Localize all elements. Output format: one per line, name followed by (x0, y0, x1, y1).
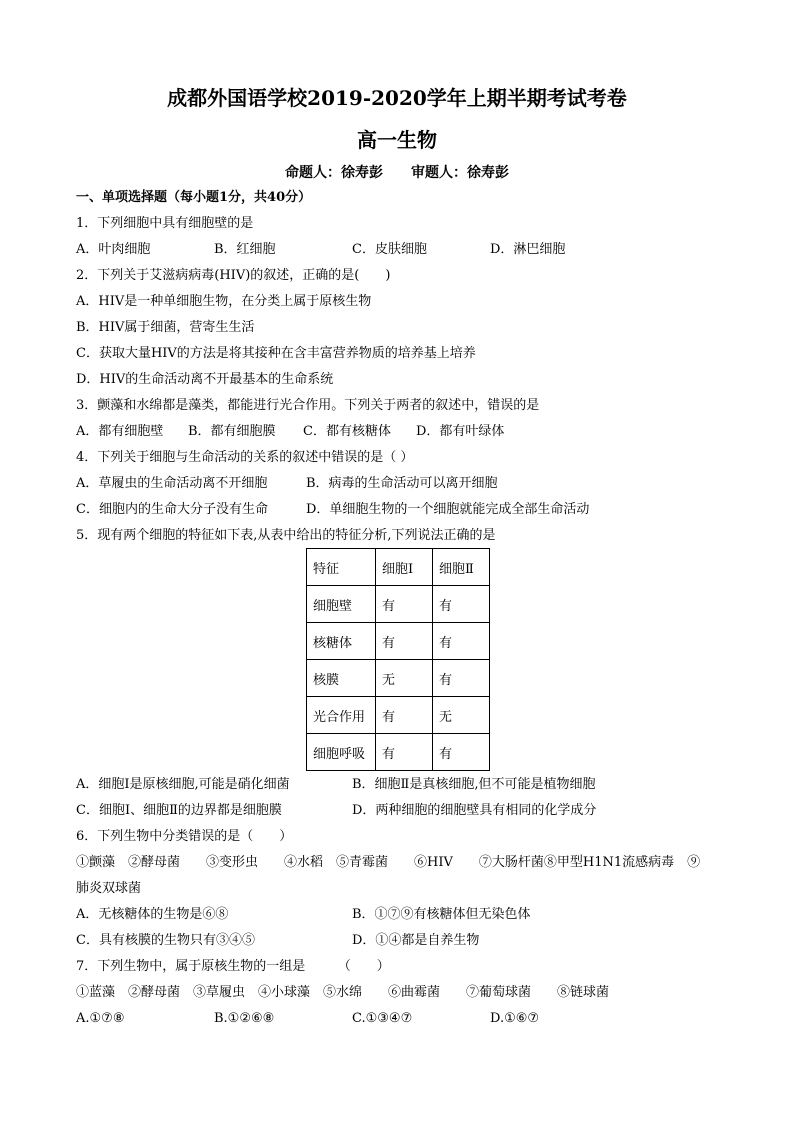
q5-option-d: D．两种细胞的细胞壁具有相同的化学成分 (352, 803, 597, 818)
q4-option-c: C．细胞内的生命大分子没有生命 (76, 502, 268, 517)
q6-organism-list-line-2: 肺炎双球菌 (76, 881, 142, 896)
table-cell: 有 (376, 697, 433, 734)
table-cell: 细胞呼吸 (307, 734, 376, 771)
cell-features-table (306, 548, 490, 771)
section-heading: 一、单项选择题（每小题1分，共40分） (76, 190, 312, 205)
q3-option-b: B．都有细胞膜 (188, 424, 276, 439)
q6-option-d: D．①④都是自养生物 (352, 933, 480, 948)
q2-option-a: A．HIV是一种单细胞生物，在分类上属于原核生物 (76, 294, 372, 309)
table-header-row (307, 549, 490, 586)
table-cell: 光合作用 (307, 697, 376, 734)
q7-option-c: C.①③④⑦ (352, 1011, 413, 1026)
q7-option-b: B.①②⑥⑧ (214, 1011, 275, 1026)
table-cell: 有 (376, 734, 433, 771)
authors-line: 命题人：徐寿彭 审题人：徐寿彭 (285, 165, 509, 181)
q2-option-d: D．HIV的生命活动离不开最基本的生命系统 (76, 372, 334, 387)
table-cell: 细胞壁 (307, 586, 376, 623)
q1-option-a: A．叶肉细胞 (76, 242, 151, 257)
q1-option-b: B．红细胞 (214, 242, 276, 257)
table-cell: 有 (376, 586, 433, 623)
question-6-stem: 6．下列生物中分类错误的是（ ） (76, 829, 293, 844)
q2-option-b: B．HIV属于细菌，营寄生生活 (76, 320, 255, 335)
table-cell: 核糖体 (307, 623, 376, 660)
q7-option-a: A.①⑦⑧ (76, 1011, 125, 1026)
table-row (307, 697, 490, 734)
q3-option-a: A．都有细胞壁 (76, 424, 164, 439)
table-header-cell: 细胞Ⅱ (433, 549, 490, 586)
table-row (307, 623, 490, 660)
q5-option-a: A．细胞Ⅰ是原核细胞,可能是硝化细菌 (76, 777, 290, 792)
table-cell: 有 (433, 586, 490, 623)
question-5-stem: 5．现有两个细胞的特征如下表,从表中给出的特征分析,下列说法正确的是 (76, 528, 496, 543)
q6-option-b: B．①⑦⑨有核糖体但无染色体 (352, 907, 531, 922)
q4-option-a: A．草履虫的生命活动离不开细胞 (76, 476, 268, 491)
q2-option-c: C．获取大量HIV的方法是将其接种在含丰富营养物质的培养基上培养 (76, 346, 476, 361)
table-cell: 无 (433, 697, 490, 734)
question-1-stem: 1．下列细胞中具有细胞壁的是 (76, 216, 254, 231)
q5-option-c: C．细胞Ⅰ、细胞Ⅱ的边界都是细胞膜 (76, 803, 282, 818)
q6-option-a: A．无核糖体的生物是⑥⑧ (76, 907, 229, 922)
q7-organism-list: ①蓝藻 ②酵母菌 ③草履虫 ④小球藻 ⑤水绵 ⑥曲霉菌 ⑦葡萄球菌 ⑧链球菌 (76, 985, 610, 1000)
question-2-stem: 2．下列关于艾滋病病毒(HIV)的叙述，正确的是( ) (76, 268, 391, 283)
table-cell: 有 (433, 734, 490, 771)
q5-option-b: B．细胞Ⅱ是真核细胞,但不可能是植物细胞 (352, 777, 596, 792)
q7-option-d: D.①⑥⑦ (490, 1011, 540, 1026)
question-3-stem: 3．颤藻和水绵都是藻类，都能进行光合作用。下列关于两者的叙述中，错误的是 (76, 398, 540, 413)
q6-option-c: C．具有核膜的生物只有③④⑤ (76, 933, 255, 948)
table-cell: 有 (433, 623, 490, 660)
table-row (307, 660, 490, 697)
q3-option-c: C．都有核糖体 (303, 424, 391, 439)
table-cell: 无 (376, 660, 433, 697)
q4-option-d: D．单细胞生物的一个细胞就能完成全部生命活动 (306, 502, 590, 517)
table-header-cell: 特征 (307, 549, 376, 586)
q1-option-d: D．淋巴细胞 (490, 242, 566, 257)
subject-title: 高一生物 (357, 128, 437, 152)
table-cell: 核膜 (307, 660, 376, 697)
q6-organism-list-line-1: ①颤藻 ②酵母菌 ③变形虫 ④水稻 ⑤青霉菌 ⑥HIV ⑦大肠杆菌⑧甲型H1N1流感病毒 ⑨ (76, 855, 701, 870)
table-cell: 有 (433, 660, 490, 697)
question-7-stem: 7．下列生物中，属于原核生物的一组是 （ ） (76, 959, 390, 974)
q3-option-d: D．都有叶绿体 (416, 424, 505, 439)
table-header-cell: 细胞Ⅰ (376, 549, 433, 586)
table-row (307, 734, 490, 771)
table-row (307, 586, 490, 623)
exam-title: 成都外国语学校2019-2020学年上期半期考试考卷 (167, 86, 627, 110)
question-4-stem: 4．下列关于细胞与生命活动的关系的叙述中错误的是（ ） (76, 450, 414, 465)
table-cell: 有 (376, 623, 433, 660)
q1-option-c: C．皮肤细胞 (352, 242, 427, 257)
q4-option-b: B．病毒的生命活动可以离开细胞 (306, 476, 498, 491)
